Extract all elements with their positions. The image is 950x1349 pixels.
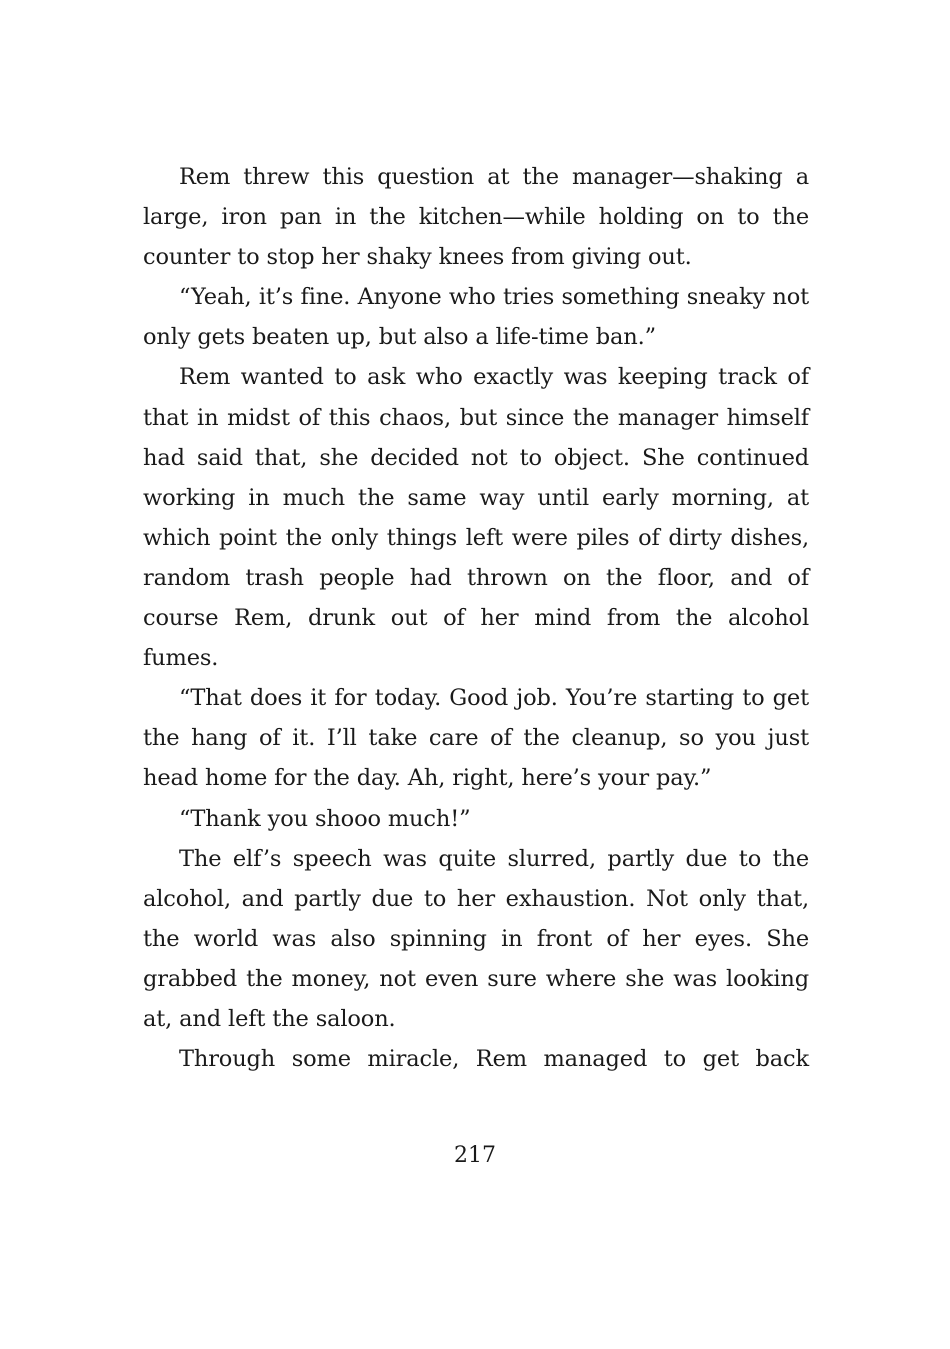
paragraph-5: “Thank you shooo much!” <box>179 805 471 832</box>
body-text <box>143 157 809 1079</box>
page-number: 217 <box>454 1143 496 1168</box>
paragraph-1: Rem threw this question at the manager—shaking a large, iron pan in the kitchen—while holding on to the counter to stop her shaky knees from giving out. <box>143 164 809 271</box>
paragraph-3: Rem wanted to ask who exactly was keeping track of that in midst of this chaos, but since the manager himself had said that, she decided not to object. She continued working in much the same way until early morning, at which point the only things left were piles of dirty dishes, random trash people had thrown on the floor, and of course Rem, drunk out of her mind from the alcohol fumes. <box>143 364 809 672</box>
paragraph-2: “Yeah, it’s fine. Anyone who tries something sneaky not only gets beaten up, but also a life-time ban.” <box>143 284 809 351</box>
paragraph-4: “That does it for today. Good job. You’re starting to get the hang of it. I’ll take care of the cleanup, so you just head home for the day. Ah, right, here’s your pay.” <box>143 685 809 792</box>
paragraph-7: Through some miracle, Rem managed to get back <box>179 1046 809 1073</box>
paragraph-6: The elf’s speech was quite slurred, partly due to the alcohol, and partly due to her exhaustion. Not only that, the world was also spinning in front of her eyes. She grabbed the money, not even sure where she was looking at, and left the saloon. <box>143 845 809 1032</box>
